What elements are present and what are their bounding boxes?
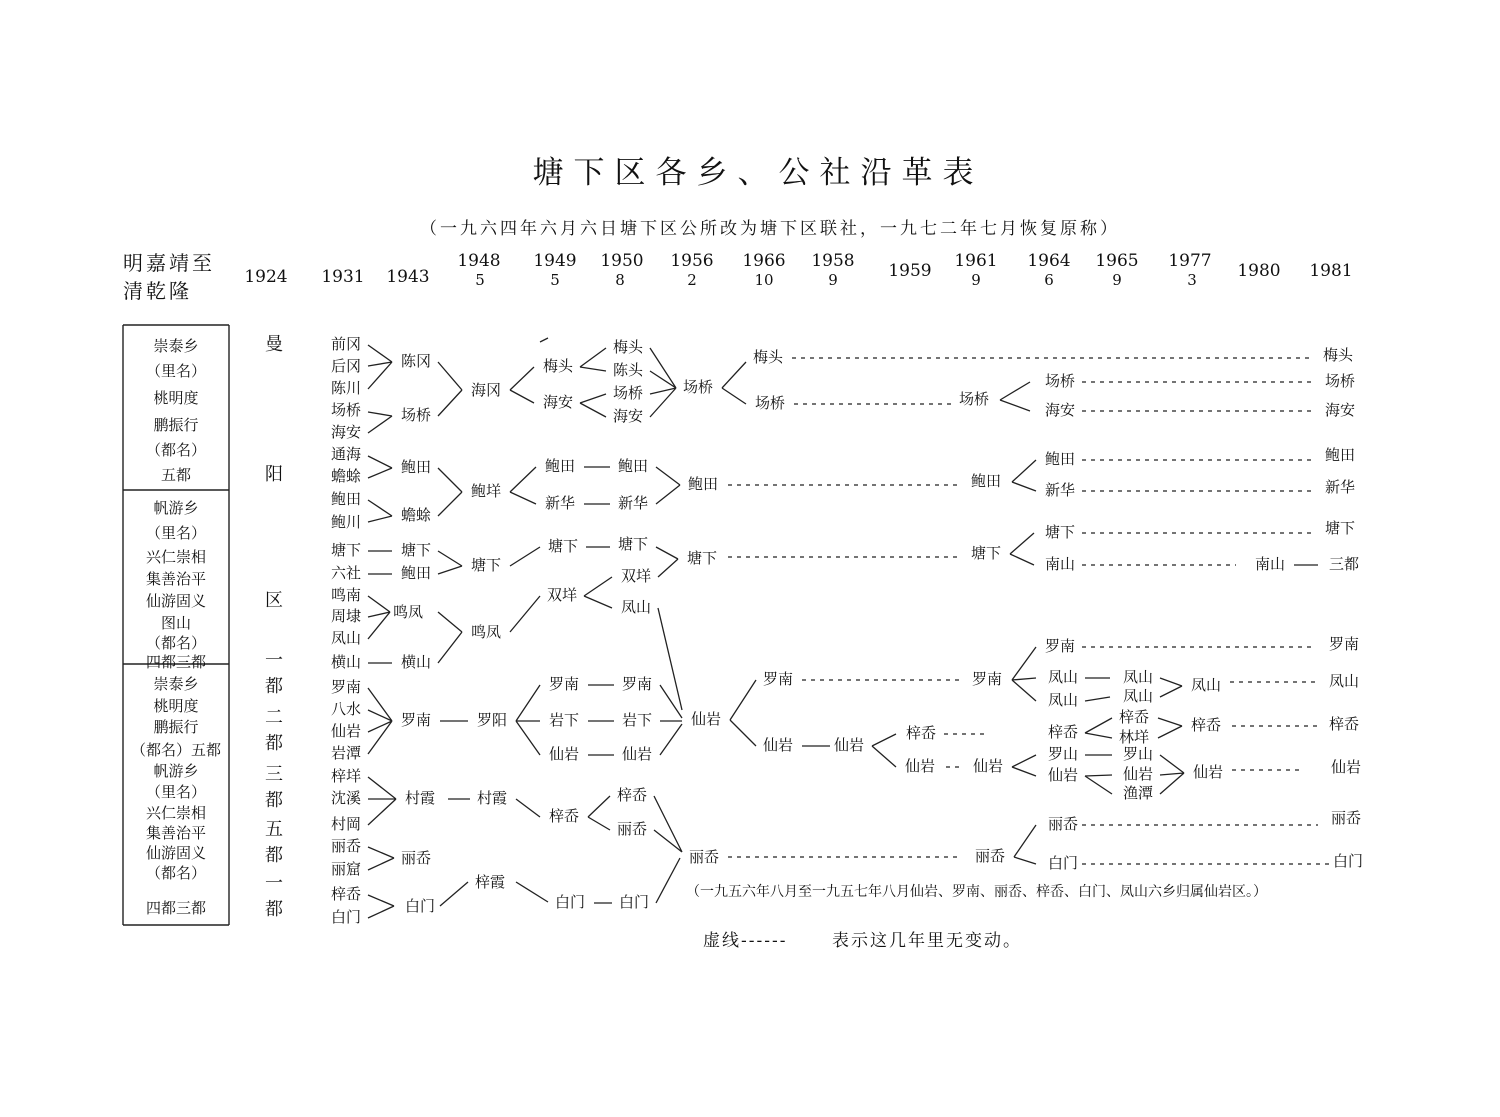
township-label: 罗南 <box>762 670 794 688</box>
column-1943 <box>471 381 507 891</box>
side-panel-text: 图山 <box>160 614 192 632</box>
side-panel-text: 兴仁崇相 <box>145 548 207 566</box>
band-char: 区 <box>265 590 283 611</box>
year-label: 1931 <box>321 267 365 287</box>
township-label: 海安 <box>1044 401 1076 419</box>
side-panel-text: 崇泰乡 <box>153 675 199 693</box>
township-label: 凤山 <box>1328 672 1360 690</box>
township-label: 仙岩 <box>762 736 794 754</box>
township-label: 罗南 <box>400 711 432 729</box>
side-panel-text: （里名） <box>145 362 207 380</box>
village-label: 岩潭 <box>330 744 362 762</box>
band-char: 都 <box>265 899 283 920</box>
month-label: 5 <box>475 271 485 289</box>
side-panel-text: 崇泰乡 <box>153 337 199 355</box>
dashed-lines <box>728 358 1332 864</box>
month-label: 10 <box>754 271 774 289</box>
township-label: 罗南 <box>971 670 1003 688</box>
township-label: 白门 <box>618 893 650 911</box>
township-label: 丽岙 <box>1330 809 1362 827</box>
band-char: 一 <box>265 873 283 894</box>
township-label: 村霞 <box>476 789 508 807</box>
year-label: 1949 <box>533 251 577 271</box>
township-label: 鲍田 <box>617 457 649 475</box>
township-label: 梓岙 <box>1047 723 1079 741</box>
township-label: 梅头 <box>542 357 574 375</box>
villages-1924 <box>331 335 361 926</box>
township-label: 罗南 <box>621 675 653 693</box>
side-panel-text: （都名） <box>145 441 207 459</box>
township-label: 塘下 <box>617 535 649 553</box>
column-1980 <box>1255 555 1285 573</box>
month-label: 3 <box>1187 271 1197 289</box>
village-label: 鸣南 <box>330 586 362 604</box>
year-label: 1924 <box>244 267 288 287</box>
township-label: 塘下 <box>970 544 1002 562</box>
township-label: 鲍田 <box>1044 450 1076 468</box>
township-label: 罗南 <box>548 675 580 693</box>
side-panel-text: 帆游乡 <box>153 762 199 780</box>
month-label: 9 <box>1112 271 1122 289</box>
township-label: 丽岙 <box>688 848 720 866</box>
column-1958 <box>834 724 936 775</box>
month-label: 8 <box>615 271 625 289</box>
month-label: 6 <box>1044 271 1054 289</box>
township-label: 仙岩 <box>972 757 1004 775</box>
township-label: 凤山 <box>620 598 652 616</box>
year-label: 1959 <box>888 261 932 281</box>
township-label: 岩下 <box>621 711 653 729</box>
township-label: 场桥 <box>1324 372 1356 390</box>
column-1961 <box>1045 372 1078 872</box>
side-panel-text: 帆游乡 <box>153 499 199 517</box>
township-label: 南山 <box>1254 555 1286 573</box>
band-char: 五 <box>265 819 283 840</box>
township-label: 凤山 <box>1190 676 1222 694</box>
township-label: 仙岩 <box>1192 763 1224 781</box>
village-label: 罗南 <box>330 678 362 696</box>
month-label: 5 <box>550 271 560 289</box>
township-label: 梓岙 <box>548 807 580 825</box>
village-label: 鲍川 <box>330 513 362 531</box>
township-label: 新华 <box>1044 481 1076 499</box>
township-label: 海安 <box>542 393 574 411</box>
township-label: 鲍田 <box>400 458 432 476</box>
column-1948 <box>543 357 585 911</box>
township-label: 鲍垟 <box>470 482 502 500</box>
township-label: 塘下 <box>470 556 502 574</box>
township-label: 蟾蜍 <box>400 506 432 524</box>
township-label: 凤山 <box>1122 668 1154 686</box>
month-label: 9 <box>971 271 981 289</box>
page-title: 塘下区各乡、公社沿革表 <box>532 155 984 191</box>
township-label: 凤山 <box>1047 691 1079 709</box>
year-label: 1961 <box>954 251 998 271</box>
village-label: 凤山 <box>330 629 362 647</box>
township-label: 罗南 <box>1044 637 1076 655</box>
township-label: 场桥 <box>958 390 990 408</box>
band-char: 二 <box>265 707 283 728</box>
township-label: 三都 <box>1328 555 1360 573</box>
township-label: 鸣凤 <box>392 603 424 621</box>
column-1959 <box>959 390 1005 865</box>
township-label: 罗山 <box>1047 745 1079 763</box>
township-label: 塘下 <box>686 549 718 567</box>
township-label: 丽岙 <box>1047 815 1079 833</box>
township-label: 梅头 <box>1322 346 1354 364</box>
township-label: 塘下 <box>1044 523 1076 541</box>
township-label: 新华 <box>544 494 576 512</box>
township-label: 场桥 <box>400 406 432 424</box>
band-char: 都 <box>265 676 283 697</box>
column-1964 <box>1119 668 1153 802</box>
band-char: 三 <box>265 764 283 785</box>
year-label: 1980 <box>1237 261 1281 281</box>
village-label: 八水 <box>330 700 362 718</box>
village-label: 后冈 <box>330 357 362 375</box>
column-1965 <box>1191 676 1223 781</box>
village-label: 横山 <box>330 653 362 671</box>
township-label: 场桥 <box>754 394 786 412</box>
village-label: 鲍田 <box>330 490 362 508</box>
side-panel-text: 仙游固义 <box>145 592 207 610</box>
township-label: 场桥 <box>1044 372 1076 390</box>
township-label: 鲍田 <box>544 457 576 475</box>
township-label: 陈头 <box>612 361 644 379</box>
township-label: 场桥 <box>612 384 644 402</box>
side-panel-text: 集善治平 <box>145 570 207 588</box>
year-label: 1958 <box>811 251 855 271</box>
year-label: 1956 <box>670 251 714 271</box>
side-panel-text: 仙游固义 <box>145 844 207 862</box>
township-label: 塘下 <box>547 537 579 555</box>
band-char: 都 <box>265 733 283 754</box>
village-label: 白门 <box>330 908 362 926</box>
year-label: 1965 <box>1095 251 1139 271</box>
township-label: 渔潭 <box>1122 784 1154 802</box>
side-panel-text: 五都 <box>160 466 192 484</box>
township-label: 梓岙 <box>1118 708 1150 726</box>
township-label: 海冈 <box>470 381 502 399</box>
township-label-mid: 仙岩 <box>833 736 865 754</box>
year-label: 1964 <box>1027 251 1071 271</box>
village-label: 六社 <box>330 564 362 582</box>
township-label: 梓岙 <box>616 786 648 804</box>
column-1981 <box>1323 346 1363 870</box>
village-label: 海安 <box>330 423 362 441</box>
township-label: 梓岙 <box>905 724 937 742</box>
township-label: 仙岩 <box>621 745 653 763</box>
village-label: 前冈 <box>330 335 362 353</box>
band-char: 都 <box>265 790 283 811</box>
footnote: （一九五六年八月至一九五七年八月仙岩、罗南、丽岙、梓岙、白门、凤山六乡归属仙岩区。） <box>686 884 1267 900</box>
township-label: 仙岩 <box>1047 766 1079 784</box>
township-label: 罗南 <box>1328 635 1360 653</box>
side-panel-text: 四都三都 <box>145 653 207 671</box>
township-label: 白门 <box>1047 854 1079 872</box>
year-label: 1981 <box>1309 261 1353 281</box>
month-label: 9 <box>828 271 838 289</box>
side-panel-text: 集善治平 <box>145 824 207 842</box>
township-label: 梓岙 <box>1328 715 1360 733</box>
column-1950 <box>683 378 721 866</box>
band-char: 曼 <box>265 334 283 355</box>
township-label: 仙岩 <box>1122 765 1154 783</box>
column-1956 <box>753 348 793 754</box>
side-panel-text: 鹏振行 <box>153 416 199 434</box>
village-label: 沈溪 <box>330 789 362 807</box>
page-subtitle: （一九六四年六月六日塘下区公所改为塘下区联社，一九七二年七月恢复原称） <box>420 219 1120 239</box>
side-panel-text: （都名） <box>145 634 207 652</box>
village-label: 梓垟 <box>330 767 362 785</box>
township-label: 双垟 <box>620 567 652 585</box>
township-label: 双垟 <box>546 586 578 604</box>
township-label: 仙岩 <box>904 757 936 775</box>
village-label: 梓岙 <box>330 885 362 903</box>
township-label: 南山 <box>1044 555 1076 573</box>
year-label: 1948 <box>457 251 501 271</box>
legend-key: 虚线------ <box>703 931 788 951</box>
township-label: 横山 <box>400 653 432 671</box>
side-panel-text: 桃明度 <box>153 697 199 715</box>
village-label: 场桥 <box>330 401 362 419</box>
side-panel-text: （都名） <box>145 864 207 882</box>
township-label: 林垟 <box>1118 728 1150 746</box>
township-label: 白门 <box>554 893 586 911</box>
township-label: 陈冈 <box>400 352 432 370</box>
township-label: 丽岙 <box>616 820 648 838</box>
township-label: 鲍田 <box>970 472 1002 490</box>
township-label: 场桥 <box>682 378 714 396</box>
township-label: 梅头 <box>752 348 784 366</box>
township-label: 丽岙 <box>400 849 432 867</box>
township-label: 梓霞 <box>474 873 506 891</box>
village-label: 丽窟 <box>330 860 362 878</box>
side-panel-text: 兴仁崇相 <box>145 804 207 822</box>
township-label: 丽岙 <box>974 847 1006 865</box>
year-header-row <box>244 251 1352 289</box>
township-label: 仙岩 <box>548 745 580 763</box>
year-label: 1966 <box>742 251 786 271</box>
township-label: 白门 <box>404 897 436 915</box>
side-panel-text: 鹏振行 <box>153 718 199 736</box>
village-label: 丽岙 <box>330 837 362 855</box>
township-label: 罗山 <box>1122 745 1154 763</box>
township-label: 塘下 <box>1324 519 1356 537</box>
district-band-label <box>265 334 283 920</box>
township-label: 白门 <box>1332 852 1364 870</box>
township-label: 梓岙 <box>1190 716 1222 734</box>
month-label: 2 <box>687 271 697 289</box>
side-panel-text: （里名） <box>145 783 207 801</box>
township-label: 新华 <box>1324 478 1356 496</box>
township-label: 凤山 <box>1122 687 1154 705</box>
township-label: 仙岩 <box>690 710 722 728</box>
township-label: 鲍田 <box>687 475 719 493</box>
column-1949 <box>613 338 652 911</box>
village-label: 塘下 <box>330 541 362 559</box>
year-label: 1943 <box>386 267 430 287</box>
township-label: 仙岩 <box>1330 758 1362 776</box>
period-label-ming: 明嘉靖至 <box>123 251 215 275</box>
band-char: 阳 <box>265 464 283 485</box>
township-label: 鸣凤 <box>470 623 502 641</box>
column-1931 <box>393 352 435 915</box>
township-label: 鲍田 <box>1324 446 1356 464</box>
township-label: 塘下 <box>400 541 432 559</box>
side-panel-text: （都名）五都 <box>130 741 222 759</box>
village-label: 仙岩 <box>330 722 362 740</box>
village-label: 通海 <box>330 445 362 463</box>
year-label: 1950 <box>600 251 644 271</box>
village-label: 周埭 <box>330 607 362 625</box>
township-label: 梅头 <box>612 338 644 356</box>
band-char: 一 <box>265 650 283 671</box>
band-char: 都 <box>265 845 283 866</box>
side-panel-text: 桃明度 <box>153 389 199 407</box>
township-label: 岩下 <box>548 711 580 729</box>
legend-text: 表示这几年里无变动。 <box>832 931 1022 951</box>
township-label: 新华 <box>617 494 649 512</box>
township-label: 鲍田 <box>400 564 432 582</box>
village-label: 陈川 <box>330 379 362 397</box>
township-label: 罗阳 <box>476 711 508 729</box>
township-label: 村霞 <box>404 789 436 807</box>
side-panel <box>123 325 229 925</box>
connector-lines <box>368 338 1318 918</box>
village-label: 村岡 <box>330 815 362 833</box>
township-label: 海安 <box>1324 401 1356 419</box>
side-panel-text: 四都三都 <box>145 899 207 917</box>
township-label: 凤山 <box>1047 668 1079 686</box>
village-label: 蟾蜍 <box>330 467 362 485</box>
township-label: 海安 <box>612 407 644 425</box>
side-panel-text: （里名） <box>145 524 207 542</box>
year-label: 1977 <box>1168 251 1212 271</box>
period-label-qing: 清乾隆 <box>123 279 192 303</box>
